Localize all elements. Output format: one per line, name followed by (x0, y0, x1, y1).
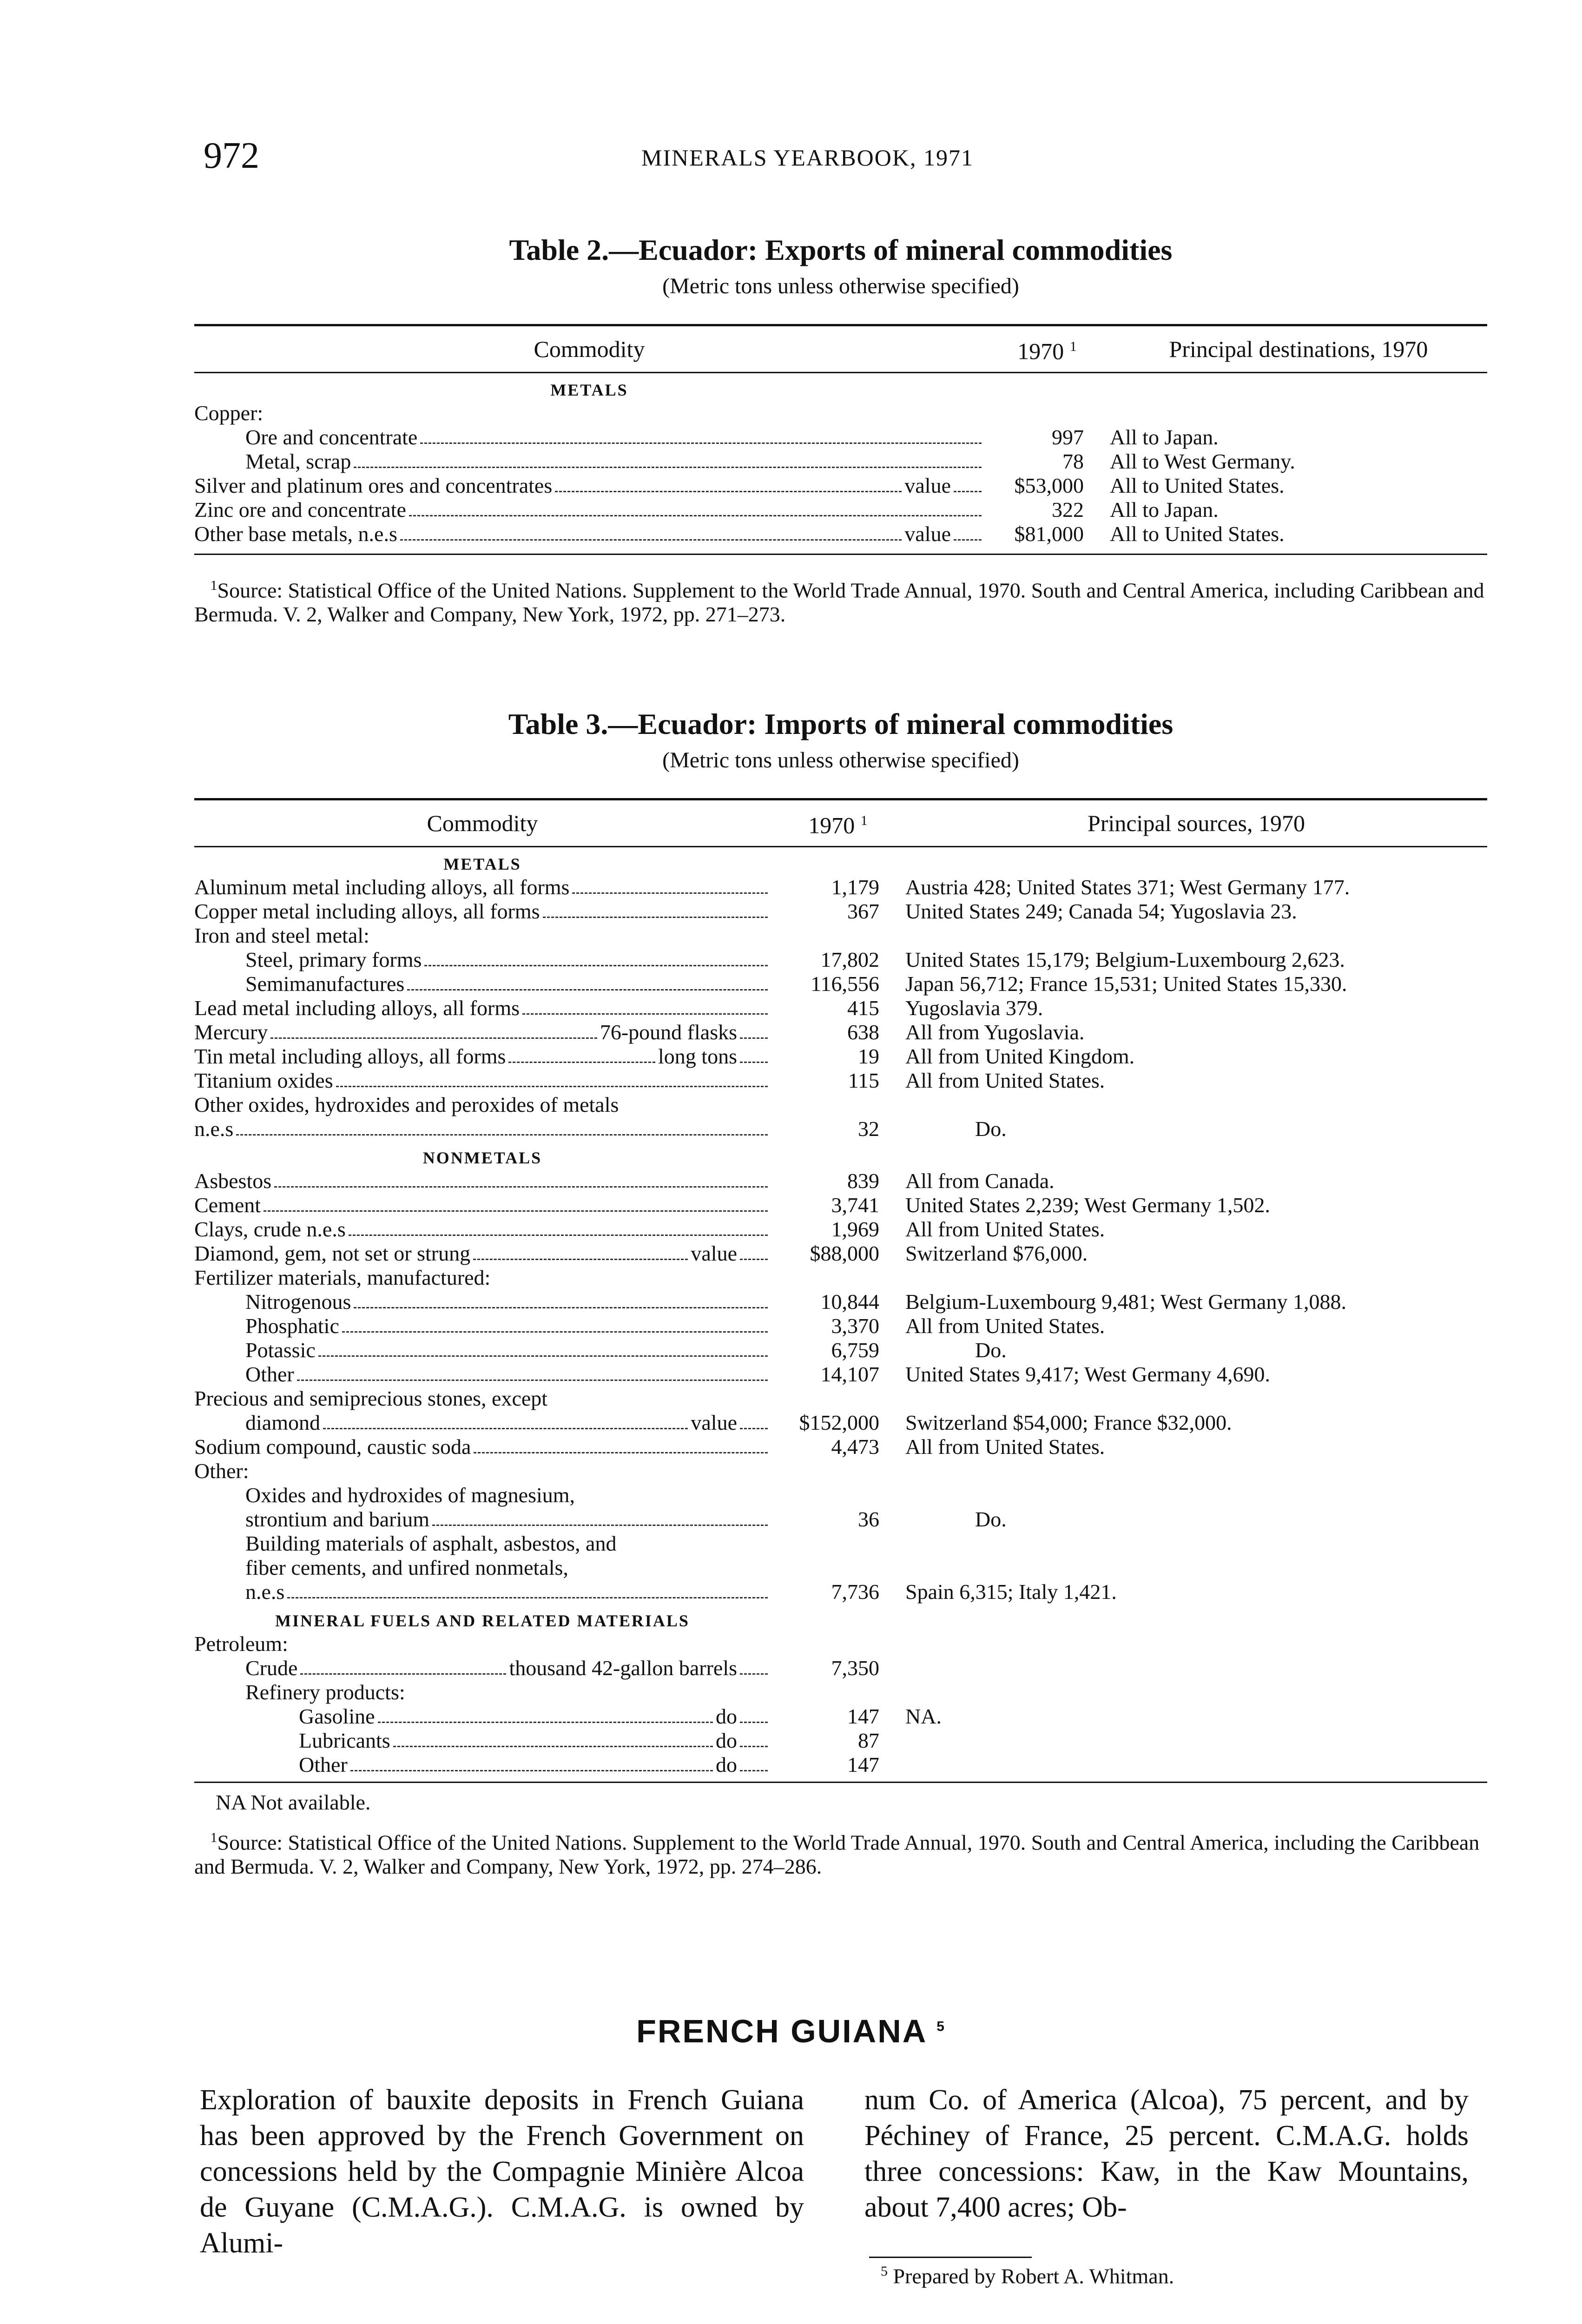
row-value: 78 (1062, 449, 1084, 473)
row-label: Zinc ore and concentrate (194, 498, 984, 522)
row-value: 116,556 (811, 971, 879, 996)
row-label: Other: (194, 1459, 249, 1483)
row-label: Refinery products: (245, 1680, 405, 1704)
row-origin: All from United States. (905, 1314, 1105, 1338)
table-3-title: Table 3.—Ecuador: Imports of mineral commodities (508, 707, 1173, 740)
row-label: Steel, primary forms (194, 948, 771, 972)
row-value: 997 (1052, 425, 1084, 449)
row-value: 367 (847, 899, 879, 923)
table-2-title: Table 2.—Ecuador: Exports of mineral commodities (509, 233, 1173, 266)
row-label: Copper: (194, 401, 264, 425)
section-heading: FRENCH GUIANA $^5$ (636, 2013, 946, 2049)
table-row (194, 1411, 1487, 1435)
col-header-destinations: Principal destinations, 1970 (1169, 336, 1428, 363)
row-label: Lead metal including alloys, all forms (194, 996, 771, 1020)
row-value: 3,741 (831, 1193, 879, 1217)
row-label: n.e.s (194, 1117, 771, 1141)
row-label: Other oxides, hydroxides and peroxides of metals (194, 1092, 619, 1116)
row-label: Other (194, 1362, 771, 1386)
table-row (194, 474, 1487, 498)
table-row (194, 1729, 1487, 1753)
row-value: 147 (847, 1752, 879, 1776)
running-head: MINERALS YEARBOOK, 1971 (641, 145, 974, 171)
row-value: 3,370 (831, 1314, 879, 1338)
table-row (194, 522, 1487, 546)
row-value (771, 1556, 905, 1580)
row-origin: All to United States. (1110, 522, 1285, 546)
row-origin: United States 249; Canada 54; Yugoslavia 23. (905, 899, 1297, 923)
row-label: Aluminum metal including alloys, all forms (194, 875, 771, 899)
row-label: Sodium compound, caustic soda (194, 1435, 771, 1459)
row-value: 17,802 (820, 947, 879, 971)
row-label: Building materials of asphalt, asbestos, and (245, 1531, 617, 1555)
table-row (194, 1680, 1487, 1704)
col-header-commodity: Commodity (534, 336, 645, 363)
section-label: NONMETALS (422, 1148, 542, 1167)
row-origin: All from United States. (905, 1068, 1105, 1092)
row-value: 415 (847, 996, 879, 1020)
row-origin: All to Japan. (1110, 497, 1219, 522)
row-origin: All from Canada. (905, 1169, 1055, 1193)
row-label: Metal, scrap (194, 449, 984, 474)
row-origin (905, 1729, 1487, 1753)
row-value (771, 1459, 905, 1483)
row-origin: Switzerland $76,000. (905, 1241, 1088, 1265)
row-value: 1,969 (831, 1217, 879, 1241)
table-3-source-note: $^1$Source: Statistical Office of the United Nations. Supplement to the World Trade Annual, 1970. South and Central America, including the Caribbean and Bermuda. V. 2, Walker and Company, New York, 1972, pp. 274–286. (194, 1829, 1480, 1879)
row-label: Lubricants do (194, 1729, 771, 1753)
row-value: $88,000 (810, 1241, 879, 1265)
row-origin (905, 1266, 1487, 1290)
table-row (194, 1580, 1487, 1604)
table-row (194, 1386, 1487, 1411)
table-row (194, 1093, 1487, 1117)
row-origin (905, 1386, 1487, 1411)
row-label: strontium and barium (194, 1507, 771, 1532)
table-row (194, 1338, 1487, 1362)
row-value: 638 (847, 1020, 879, 1044)
row-value: 36 (858, 1507, 879, 1531)
table-rule (194, 554, 1487, 555)
table-row (194, 1241, 1487, 1266)
row-label: Crude thousand 42-gallon barrels (194, 1656, 771, 1680)
row-origin (905, 1532, 1487, 1556)
row-value: 32 (858, 1116, 879, 1141)
row-value: 7,350 (831, 1656, 879, 1680)
table-rule (194, 1782, 1487, 1783)
row-label: Other do (194, 1753, 771, 1777)
row-origin (905, 1556, 1487, 1580)
row-origin: All to West Germany. (1110, 449, 1295, 473)
row-label: Ore and concentrate (194, 425, 984, 449)
row-origin (905, 1753, 1487, 1777)
row-origin (905, 1093, 1487, 1117)
table-row (194, 1314, 1487, 1338)
col-header-sources: Principal sources, 1970 (1088, 810, 1305, 837)
table-row (194, 1483, 1487, 1507)
section-label: MINERAL FUELS AND RELATED MATERIALS (275, 1611, 690, 1630)
table-row (194, 1556, 1487, 1580)
row-origin: Austria 428; United States 371; West Germany 177. (905, 875, 1350, 899)
row-origin: United States 2,239; West Germany 1,502. (905, 1193, 1271, 1217)
table-row (194, 924, 1487, 948)
row-origin: NA. (905, 1704, 942, 1728)
table-row (194, 1193, 1487, 1217)
row-value (771, 1632, 905, 1656)
row-origin: Spain 6,315; Italy 1,421. (905, 1579, 1117, 1604)
table-row (194, 1169, 1487, 1193)
row-value: 14,107 (820, 1362, 879, 1386)
table-row (194, 1069, 1487, 1093)
body-column-1: Exploration of bauxite deposits in French Guiana has been approved by the French Government on concessions held by the Compagnie Minière Alcoa de Guyane (C.M.A.G.). C.M.A.G. is owned by Alumi- (200, 2084, 804, 2259)
row-origin: United States 9,417; West Germany 4,690. (905, 1362, 1271, 1386)
row-label: Copper metal including alloys, all forms (194, 899, 771, 924)
row-label: Oxides and hydroxides of magnesium, (245, 1483, 575, 1507)
col-header-commodity: Commodity (427, 810, 538, 837)
table-row (194, 498, 1487, 522)
table-row (194, 1656, 1487, 1680)
row-value: $152,000 (799, 1410, 879, 1434)
section-row (194, 846, 1487, 875)
col-header-year: 1970 $^1$ (808, 812, 868, 838)
table-3-body (194, 800, 1487, 1777)
body-column-2: num Co. of America (Alcoa), 75 percent, and by Péchiney of France, 25 percent. C.M.A.G. holds three concessions: Kaw, in the Kaw Mountains, about 7,400 acres; Ob- (864, 2084, 1469, 2223)
footnote-rule (869, 2257, 1032, 2258)
row-origin (905, 1680, 1487, 1704)
table-row (194, 899, 1487, 924)
row-label: Tin metal including alloys, all forms long tons (194, 1044, 771, 1069)
row-label: Cement (194, 1193, 771, 1217)
row-value: 10,844 (820, 1289, 879, 1314)
row-value: 147 (847, 1704, 879, 1728)
table-row (194, 972, 1487, 996)
table-3 (194, 706, 1487, 1879)
row-value: 322 (1052, 497, 1084, 522)
table-3-subtitle: (Metric tons unless otherwise specified) (662, 747, 1019, 772)
row-value (771, 1483, 905, 1507)
row-origin (905, 1483, 1487, 1507)
table-2-source-note: $^1$Source: Statistical Office of the United Nations. Supplement to the World Trade Annual, 1970. South and Central America, including Caribbean and Bermuda. V. 2, Walker and Company, New York, 1972, pp. 271–273. (194, 577, 1484, 627)
section-row (194, 1604, 1487, 1632)
row-value (984, 401, 1110, 425)
table-2 (194, 232, 1487, 627)
row-origin (1110, 401, 1487, 425)
row-value: 4,473 (831, 1434, 879, 1459)
row-origin: All from United States. (905, 1217, 1105, 1241)
row-label: Gasoline do (194, 1704, 771, 1729)
table-row (194, 1044, 1487, 1069)
table-row (194, 996, 1487, 1020)
table-row (194, 449, 1487, 474)
table-row (194, 1507, 1487, 1532)
table-row (194, 1532, 1487, 1556)
row-origin (905, 1656, 1487, 1680)
table-row (194, 1459, 1487, 1483)
table-row (194, 425, 1487, 449)
row-value (771, 1266, 905, 1290)
row-value: 1,179 (831, 875, 879, 899)
table-2-subtitle: (Metric tons unless otherwise specified) (662, 273, 1019, 298)
table-row (194, 1020, 1487, 1044)
row-origin: All from Yugoslavia. (905, 1020, 1085, 1044)
row-origin: All to Japan. (1110, 425, 1219, 449)
row-label: Clays, crude n.e.s (194, 1217, 771, 1241)
row-origin: Do. (975, 1338, 1007, 1362)
footnote: $^5$ Prepared by Robert A. Whitman. (881, 2264, 1174, 2288)
table-row (194, 1632, 1487, 1656)
section-row (194, 1141, 1487, 1169)
row-label: Other base metals, n.e.s value (194, 522, 984, 546)
row-label: Phosphatic (194, 1314, 771, 1338)
section-label: METALS (443, 854, 521, 873)
row-label: Semimanufactures (194, 972, 771, 996)
row-origin: All to United States. (1110, 473, 1285, 497)
row-origin: Do. (975, 1116, 1007, 1141)
row-value: 115 (848, 1068, 879, 1092)
row-value: 87 (858, 1728, 879, 1752)
row-label: Fertilizer materials, manufactured: (194, 1265, 491, 1289)
row-origin (905, 1632, 1487, 1656)
row-origin: Belgium-Luxembourg 9,481; West Germany 1,088. (905, 1289, 1346, 1314)
row-value: 19 (858, 1044, 879, 1068)
row-value (771, 1386, 905, 1411)
row-origin: Japan 56,712; France 15,531; United States 15,330. (905, 971, 1347, 996)
na-note: NA Not available. (216, 1790, 371, 1814)
row-origin: United States 15,179; Belgium-Luxembourg 2,623. (905, 947, 1345, 971)
table-2-body (194, 326, 1487, 546)
row-label: Mercury 76-pound flasks (194, 1020, 771, 1044)
row-label: Silver and platinum ores and concentrates value (194, 474, 984, 498)
row-value: $81,000 (1014, 522, 1084, 546)
row-origin (905, 1459, 1487, 1483)
table-row (194, 875, 1487, 899)
row-value (771, 1093, 905, 1117)
row-value: 839 (847, 1169, 879, 1193)
row-label: fiber cements, and unfired nonmetals, (245, 1555, 568, 1579)
page-number: 972 (204, 135, 259, 176)
table-row (194, 948, 1487, 972)
row-origin: Switzerland $54,000; France $32,000. (905, 1410, 1232, 1434)
row-value (771, 1532, 905, 1556)
row-label: Potassic (194, 1338, 771, 1362)
row-origin: Yugoslavia 379. (905, 996, 1043, 1020)
row-value (771, 924, 905, 948)
row-value: 6,759 (831, 1338, 879, 1362)
row-value: $53,000 (1014, 473, 1084, 497)
row-label: n.e.s (194, 1580, 771, 1604)
row-origin (905, 924, 1487, 948)
row-value (771, 1680, 905, 1704)
table-row (194, 1435, 1487, 1459)
row-label: diamond value (194, 1411, 771, 1435)
row-value: 7,736 (831, 1579, 879, 1604)
row-label: Precious and semiprecious stones, except (194, 1386, 548, 1410)
row-label: Nitrogenous (194, 1290, 771, 1314)
section-label: METALS (550, 380, 628, 399)
row-label: Asbestos (194, 1169, 771, 1193)
row-label: Titanium oxides (194, 1069, 771, 1093)
table-row (194, 1266, 1487, 1290)
table-row (194, 1362, 1487, 1386)
table-row (194, 1217, 1487, 1241)
row-origin: Do. (975, 1507, 1007, 1531)
row-label: Diamond, gem, not set or strung value (194, 1241, 771, 1266)
table-row (194, 1290, 1487, 1314)
row-label: Iron and steel metal: (194, 923, 369, 947)
table-row (194, 1753, 1487, 1777)
table-row (194, 1704, 1487, 1729)
row-origin: All from United Kingdom. (905, 1044, 1135, 1068)
row-label: Petroleum: (194, 1631, 288, 1656)
col-header-year: 1970 $^1$ (1017, 338, 1077, 364)
row-origin: All from United States. (905, 1434, 1105, 1459)
table-row (194, 1117, 1487, 1141)
table-row (194, 401, 1487, 425)
